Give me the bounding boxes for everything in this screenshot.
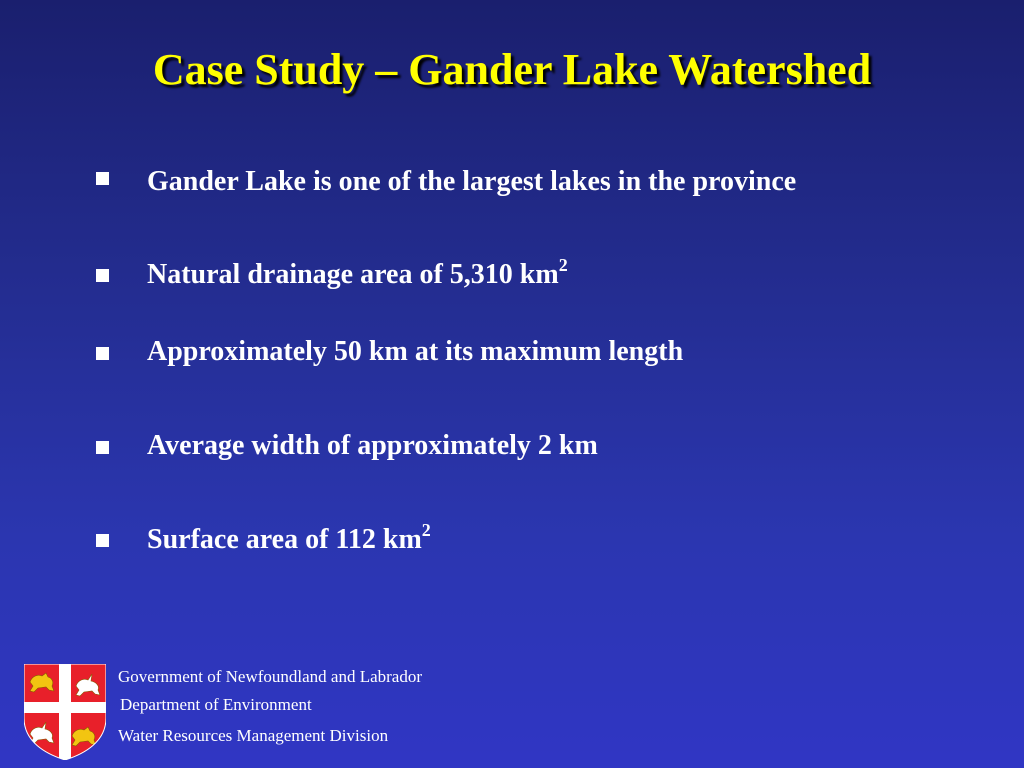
square-bullet-icon <box>96 347 109 360</box>
newfoundland-coat-of-arms-icon <box>24 664 106 760</box>
bullet-text: Approximately 50 km at its maximum length <box>147 336 684 367</box>
bullet-text: Gander Lake is one of the largest lakes in the province <box>147 166 797 197</box>
slide-title: Case Study – Gander Lake Watershed <box>152 45 872 94</box>
bullet-text: Average width of approximately 2 km <box>147 430 598 461</box>
footer-government: Government of Newfoundland and Labrador <box>118 667 423 686</box>
bullet-item <box>0 429 1024 469</box>
bullet-item <box>0 335 1024 375</box>
bullet-text: Natural drainage area of 5,310 $km^2$ <box>147 255 568 290</box>
footer-department: Department of Environment <box>120 695 312 714</box>
bullet-item <box>0 256 1024 296</box>
square-bullet-icon <box>96 172 109 185</box>
square-bullet-icon <box>96 534 109 547</box>
footer-division: Water Resources Management Division <box>118 726 389 745</box>
bullet-item <box>0 522 1024 562</box>
bullet-item <box>0 164 1024 204</box>
square-bullet-icon <box>96 441 109 454</box>
square-bullet-icon <box>96 269 109 282</box>
bullet-text: Surface area of 112 $km^2$ <box>147 520 431 555</box>
